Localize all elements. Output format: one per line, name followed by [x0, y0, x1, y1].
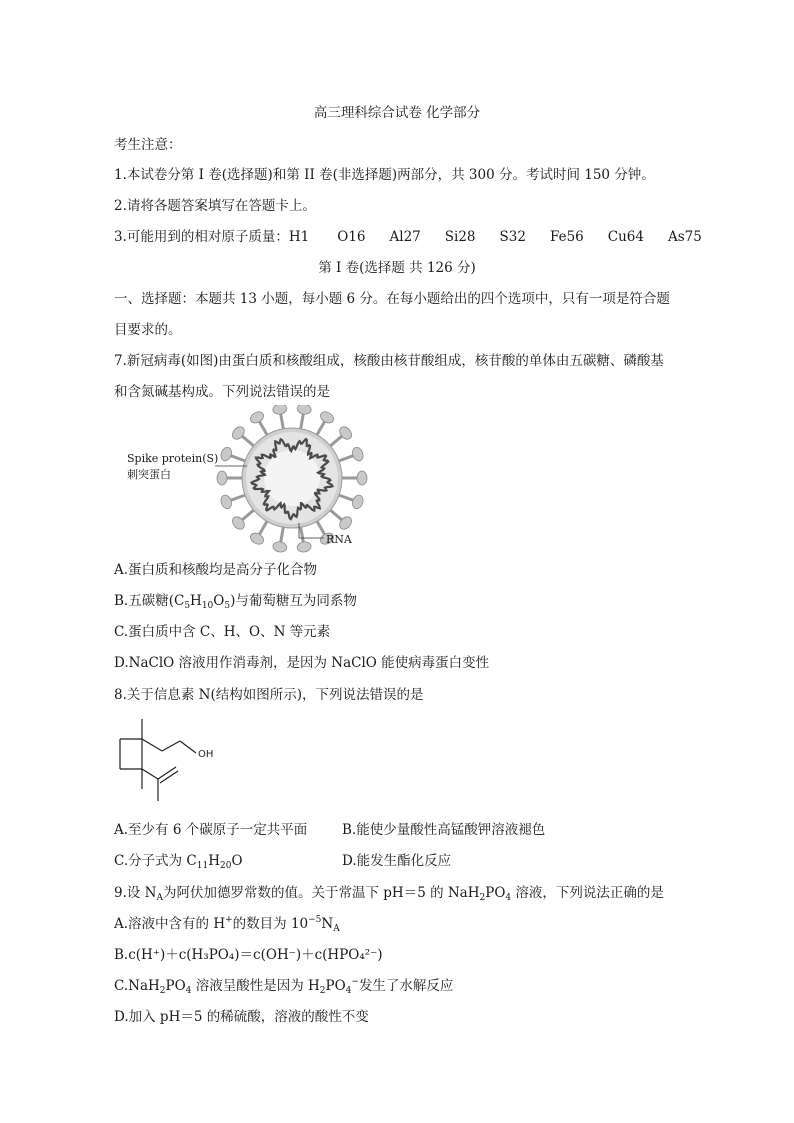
section-title: 第 I 卷(选择题 共 126 分) — [318, 260, 476, 276]
page-title: 高三理科综合试卷 化学部分 — [313, 105, 481, 121]
atomic-mass-lead: 3.可能用到的相对原子质量： — [114, 229, 289, 245]
q7-option-d: D.NaClO 溶液用作消毒剂，是因为 NaClO 能使病毒蛋白变性 — [114, 655, 490, 671]
section-instruction-1: 一、选择题：本题共 13 小题，每小题 6 分。在每小题给出的四个选项中，只有一项是符合题 — [114, 291, 670, 307]
atomic-mass-as: As75 — [667, 229, 702, 245]
spike-head — [219, 494, 233, 511]
q7-option-a: A.蛋白质和核酸均是高分子化合物 — [114, 562, 318, 578]
notice-item-2: 2.请将各题答案填写在答题卡上。 — [114, 198, 316, 214]
spike-head — [248, 531, 265, 547]
spike-stem — [281, 527, 284, 543]
q7-stem-line-1: 7.新冠病毒(如图)由蛋白质和核酸组成，核酸由核苷酸组成，核苷酸的单体由五碳糖、磷酸基 — [114, 353, 664, 369]
q9-option-d: D.加入 pH＝5 的稀硫酸，溶液的酸性不变 — [114, 1009, 369, 1025]
spike-head — [357, 471, 367, 485]
q8-stem: 8.关于信息素 N(结构如图所示)，下列说法错误的是 — [114, 687, 424, 703]
section-instruction-2: 目要求的。 — [114, 322, 182, 338]
q8-option-a: A.至少有 6 个碳原子一定共平面 — [114, 822, 308, 838]
spike-head — [318, 410, 335, 426]
spike-head — [217, 471, 227, 485]
q7-option-c: C.蛋白质中含 C、H、O、N 等元素 — [114, 624, 331, 640]
spike-stem — [330, 436, 342, 446]
spike-stem — [301, 413, 304, 429]
atomic-mass-s: S32 — [499, 229, 526, 245]
rna-label: RNA — [326, 533, 352, 546]
notice-title: 考生注意： — [114, 137, 182, 153]
q8-option-d: D.能发生酯化反应 — [342, 853, 452, 869]
atomic-mass-al: Al27 — [389, 229, 421, 245]
spike-stem — [230, 455, 245, 460]
spike-head — [272, 405, 288, 415]
spike-stem — [241, 436, 253, 446]
spike-stem — [259, 421, 267, 435]
spike-head — [219, 446, 233, 463]
spike-stem — [230, 495, 245, 500]
spike-head — [272, 541, 288, 553]
spike-stem — [339, 495, 354, 500]
notice-item-1: 1.本试卷分第 I 卷(选择题)和第 II 卷(非选择题)两部分，共 300 分。考试时间 150 分钟。 — [114, 167, 655, 183]
atomic-mass-o: O16 — [337, 229, 366, 245]
q9-stem: 9.设 $N_A$为阿伏加德罗常数的值。关于常温下 pH＝5 的 $NaH_2PO_4$ 溶液，下列说法正确的是 — [114, 885, 664, 903]
q9-option-b: B.c(H⁺)＋c(H₃PO₄)＝c(OH⁻)＋c(HPO₄²⁻) — [114, 947, 383, 963]
spike-head — [351, 494, 365, 511]
spike-stem — [281, 413, 284, 429]
spike-stem — [241, 510, 253, 520]
spike-protein-label-cn: 刺突蛋白 — [127, 468, 171, 481]
spike-stem — [317, 521, 325, 535]
spike-head — [248, 410, 265, 426]
spike-stem — [259, 521, 267, 535]
q7-stem-line-2: 和含氮碱基构成。下列说法错误的是 — [114, 384, 330, 400]
hydroxyl-label: OH — [198, 749, 214, 760]
q8-option-c: C.分子式为 $C_{11}H_{20}O$ — [114, 853, 243, 871]
spike-head — [351, 446, 365, 463]
q9-option-c: $C.NaH_2PO_4$ 溶液呈酸性是因为 $H_2PO_4^-$发生了水解反应 — [114, 977, 454, 996]
q8-option-b: B.能使少量酸性高锰酸钾溶液褪色 — [342, 822, 546, 838]
spike-stem — [317, 421, 325, 435]
spike-head — [296, 405, 312, 415]
spike-stem — [330, 510, 342, 520]
spike-protein-label-en: Spike protein(S) — [127, 452, 219, 465]
atomic-mass-si: Si28 — [444, 229, 476, 245]
spike-head — [296, 541, 312, 553]
spike-stem — [339, 455, 354, 460]
q7-option-b: B.五碳糖$(C_5H_{10}O_5)$与葡萄糖互为同系物 — [114, 593, 357, 611]
atomic-mass-h: H1 — [288, 229, 310, 245]
notice-item-3 — [114, 228, 702, 246]
atomic-mass-fe: Fe56 — [549, 229, 584, 245]
spike-stem — [301, 527, 304, 543]
q9-option-a: A.溶液中含有的 H+的数目为 $10^{-5}N_A$ — [114, 915, 340, 934]
atomic-mass-cu: Cu64 — [607, 229, 644, 245]
pheromone-structure-diagram — [118, 715, 228, 805]
